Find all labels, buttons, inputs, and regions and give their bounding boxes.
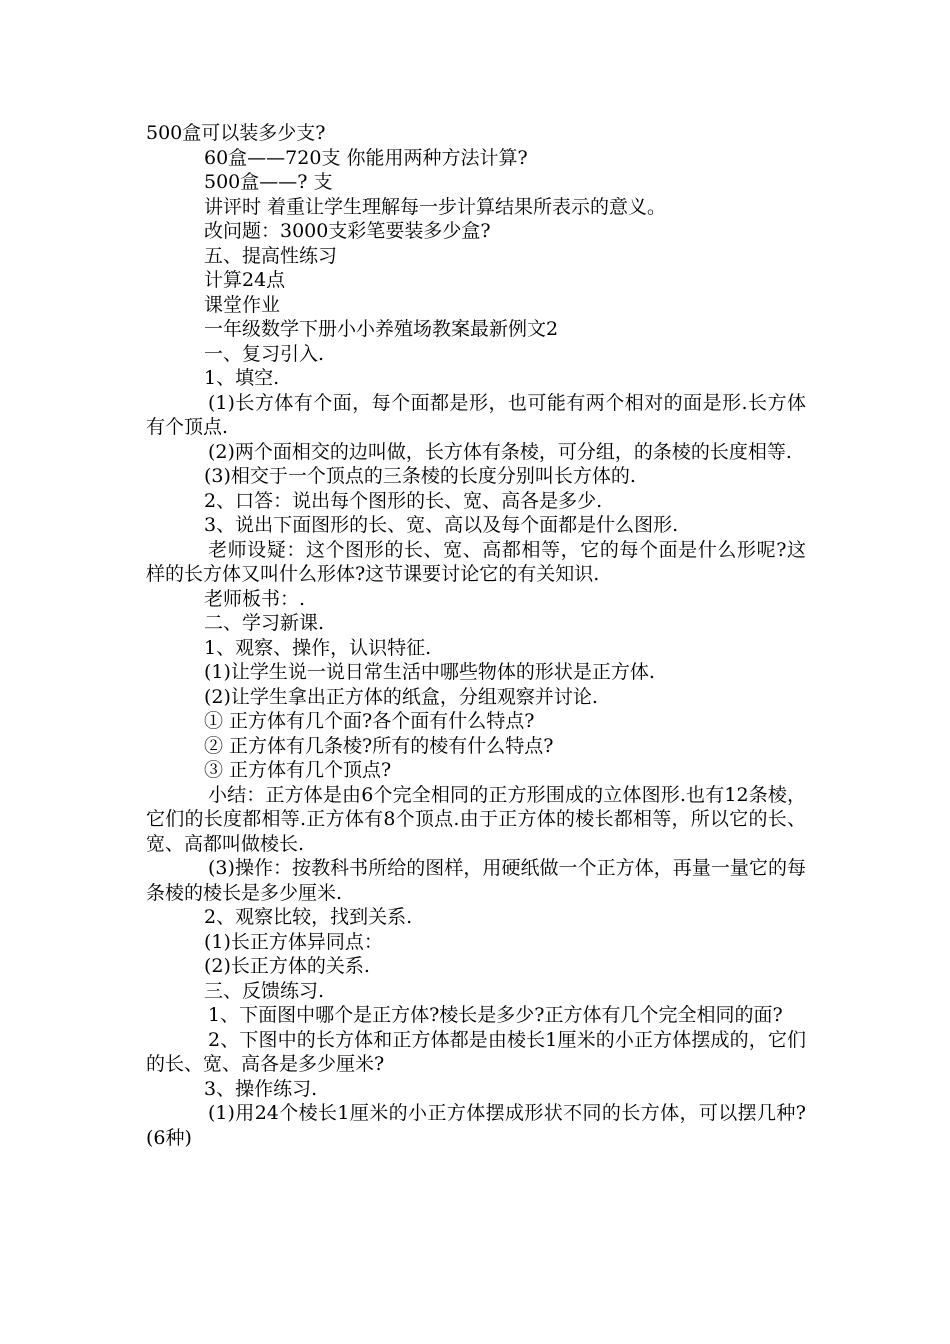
paragraph-line: 老师板书：.	[204, 587, 306, 610]
paragraph: (2)两个面相交的边叫做，长方体有条棱，可分组，的条棱的长度相等.	[208, 440, 792, 463]
paragraph: (1)用24个棱长1厘米的小正方体摆成形状不同的长方体，可以摆几种?(6种)	[146, 1102, 806, 1149]
list-item: ③ 正方体有几个顶点?	[204, 759, 392, 781]
paragraph-line: 改问题：3000支彩笔要装多少盒?	[204, 220, 491, 242]
paragraph-line: 课堂作业	[204, 293, 281, 316]
list-item: ① 正方体有几个面?各个面有什么特点?	[204, 710, 535, 732]
paragraph-line: 1、填空.	[204, 367, 280, 389]
paragraph-line: 3、操作练习.	[204, 1077, 318, 1100]
section-heading: 一、复习引入.	[204, 342, 325, 365]
paragraph-line: 3、说出下面图形的长、宽、高以及每个面都是什么图形.	[204, 514, 679, 536]
list-item: ② 正方体有几条棱?所有的棱有什么特点?	[204, 734, 554, 757]
paragraph: 老师设疑：这个图形的长、宽、高都相等，它的每个面是什么形呢?这样的长方体又叫什么形体?这节课要讨论它的有关知识.	[146, 538, 806, 585]
section-heading: 五、提高性练习	[204, 244, 338, 267]
paragraph: (3)操作：按教科书所给的图样，用硬纸做一个正方体，再量一量它的每条棱的棱长是多少厘米.	[146, 857, 806, 904]
paragraph: 小结：正方体是由6个完全相同的正方形围成的立体图形.也有12条棱，它们的长度都相等.正方体有8个顶点.由于正方体的棱长都相等，所以它的长、宽、高都叫做棱长.	[146, 783, 806, 855]
section-heading: 二、学习新课.	[204, 612, 325, 634]
paragraph-line: (1)长正方体异同点：	[204, 930, 383, 953]
paragraph-line: (3)相交于一个顶点的三条棱的长度分别叫长方体的.	[204, 465, 636, 487]
paragraph-line: (1)让学生说一说日常生活中哪些物体的形状是正方体.	[204, 661, 655, 683]
section-heading: 三、反馈练习.	[204, 979, 325, 1002]
paragraph-line: 1、观察、操作，认识特征.	[204, 636, 432, 659]
document-title: 一年级数学下册小小养殖场教案最新例文2	[204, 318, 559, 340]
paragraph: (1)长方体有个面，每个面都是形，也可能有两个相对的面是形.长方体有个顶点.	[146, 391, 806, 438]
paragraph-line: 500盒——? 支	[204, 171, 333, 193]
paragraph-line: 500盒可以装多少支?	[146, 122, 326, 144]
paragraph-line: (2)让学生拿出正方体的纸盒，分组观察并讨论.	[204, 685, 598, 708]
paragraph-line: 讲评时 着重让学生理解每一步计算结果所表示的意义。	[204, 195, 667, 218]
document-body	[146, 121, 806, 1150]
paragraph: 2、下图中的长方体和正方体都是由棱长1厘米的小正方体摆成的，它们的长、宽、高各是多少厘米?	[146, 1028, 806, 1075]
paragraph-line: 2、观察比较，找到关系.	[204, 906, 413, 928]
paragraph-line: (2)长正方体的关系.	[204, 955, 370, 977]
paragraph-line: 60盒——720支 你能用两种方法计算?	[204, 146, 528, 169]
paragraph: 1、下面图中哪个是正方体?棱长是多少?正方体有几个完全相同的面?	[208, 1004, 783, 1026]
paragraph-line: 2、口答：说出每个图形的长、宽、高各是多少.	[204, 489, 603, 512]
paragraph-line: 计算24点	[204, 269, 286, 291]
